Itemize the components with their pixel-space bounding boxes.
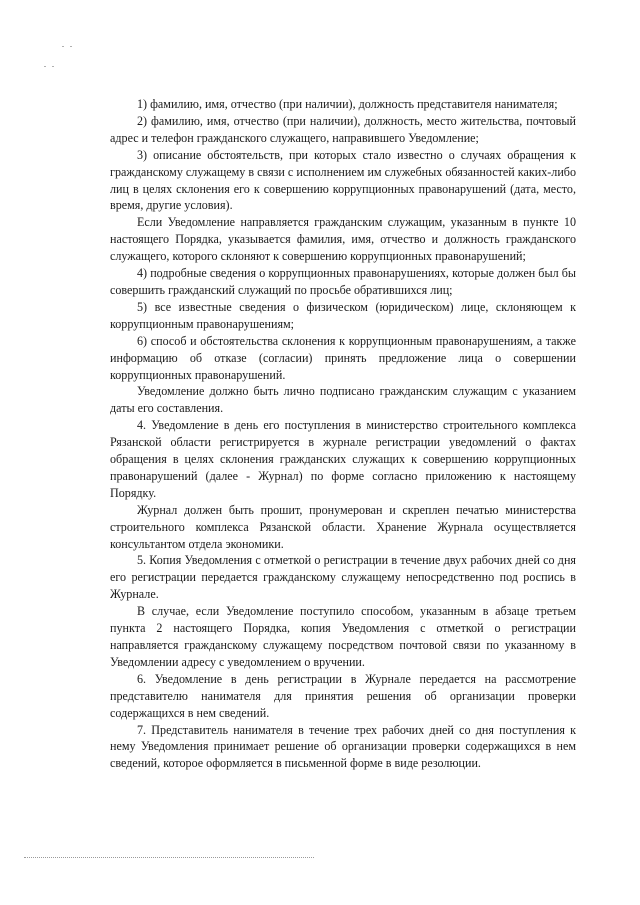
document-body: [110, 96, 576, 772]
paragraph-10: Журнал должен быть прошит, пронумерован и скреплен печатью министерства строительного комплекса Рязанской области. Хранение Журнала осуществляется консультантом отдела экономики.: [110, 502, 576, 551]
paragraph-3: 3) описание обстоятельств, при которых стало известно о случаях обращения к гражданскому служащему в связи с исполнением им служебных обязанностей каких-либо лиц в целях склонения его к совершению коррупционных правонарушений (дата, место, время, другие условия).: [110, 147, 576, 213]
paragraph-2: 2) фамилию, имя, отчество (при наличии), должность, место жительства, почтовый адрес и телефон гражданского служащего, направившего Уведомление;: [110, 113, 576, 145]
paragraph-1: 1) фамилию, имя, отчество (при наличии), должность представителя нанимателя;: [137, 97, 558, 111]
scan-artifact-marks: [40, 44, 80, 74]
paragraph-8: Уведомление должно быть лично подписано гражданским служащим с указанием даты его составления.: [110, 384, 576, 416]
paragraph-14: 7. Представитель нанимателя в течение трех рабочих дней со дня поступления к нему Уведомления принимает решение об организации проверки содержащихся в нем сведений, которое оформляется в письменной форме в виде резолюции.: [110, 722, 576, 771]
paragraph-13: 6. Уведомление в день регистрации в Журнале передается на рассмотрение представителю нанимателя для принятия решения об организации проверки содержащихся в нем сведений.: [110, 671, 576, 720]
paragraph-4: Если Уведомление направляется гражданским служащим, указанным в пункте 10 настоящего Порядка, указывается фамилия, имя, отчество и должность гражданского служащего, которого склоняют к совершению коррупционных правонарушений;: [110, 215, 576, 264]
paragraph-9: 4. Уведомление в день его поступления в министерство строительного комплекса Рязанской области регистрируется в журнале регистрации уведомлений о фактах обращения в целях склонения гражданских служащих к совершению коррупционных правонарушений (далее - Журнал) по форме согласно приложению к настоящему Порядку.: [110, 418, 576, 500]
footer-dotted-line: [24, 857, 314, 858]
paragraph-11: 5. Копия Уведомления с отметкой о регистрации в течение двух рабочих дней со дня его регистрации передается гражданскому служащему непосредственно под роспись в Журнале.: [110, 553, 576, 602]
paragraph-12: В случае, если Уведомление поступило способом, указанным в абзаце третьем пункта 2 настоящего Порядка, копия Уведомления с отметкой о регистрации направляется гражданскому служащему посредством почтовой связи по указанному в Уведомлении адресу с уведомлением о вручении.: [110, 604, 576, 669]
paragraph-6: 5) все известные сведения о физическом (юридическом) лице, склоняющем к коррупционным правонарушениям;: [110, 299, 576, 331]
paragraph-5: 4) подробные сведения о коррупционных правонарушениях, которые должен был бы совершить гражданский служащий по просьбе обратившихся лиц;: [110, 266, 576, 297]
paragraph-7: 6) способ и обстоятельства склонения к коррупционным правонарушениям, а также информацию об отказе (согласии) принять предложение лица о совершении коррупционных правонарушений.: [110, 333, 576, 382]
